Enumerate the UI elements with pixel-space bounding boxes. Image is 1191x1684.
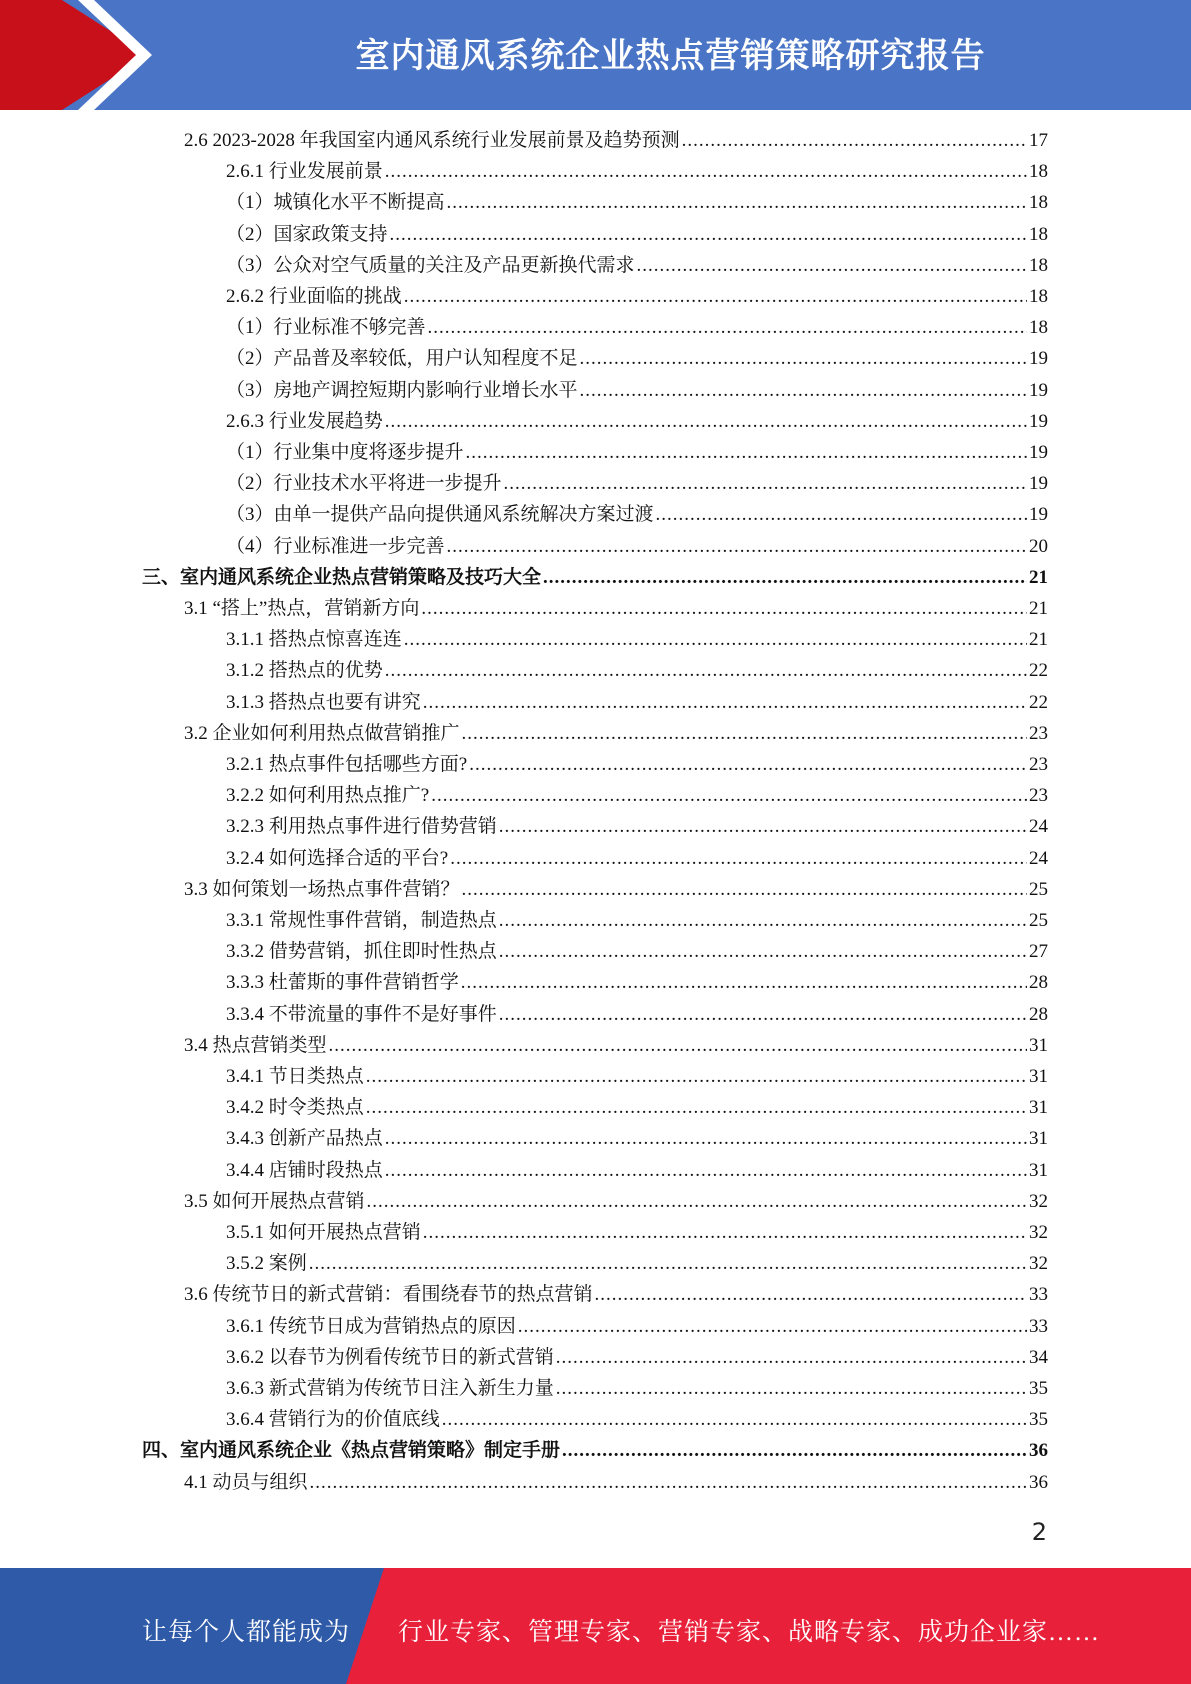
toc-dot-leader xyxy=(442,1405,1027,1435)
toc-entry-page: 18 xyxy=(1029,223,1048,245)
toc-entry-page: 31 xyxy=(1029,1128,1048,1150)
toc-entry-page: 31 xyxy=(1029,1097,1048,1119)
toc-entry-title: 3.6.2 以春节为例看传统节日的新式营销 xyxy=(226,1346,554,1368)
toc-entry-title: 2.6.3 行业发展趋势 xyxy=(226,410,383,432)
toc-entry-title: 3.3.3 杜蕾斯的事件营销哲学 xyxy=(226,972,459,994)
toc-entry-title: 3.2.2 如何利用热点推广? xyxy=(226,785,430,807)
toc-entry[interactable] xyxy=(184,1280,1048,1310)
toc-entry[interactable] xyxy=(226,656,1048,686)
toc-dot-leader xyxy=(309,1249,1027,1279)
toc-entry[interactable] xyxy=(226,1093,1048,1123)
toc-entry-page: 19 xyxy=(1029,442,1048,463)
toc-entry-title: （1）城镇化水平不断提高 xyxy=(226,192,445,214)
toc-entry-page: 33 xyxy=(1029,1284,1048,1306)
toc-dot-leader xyxy=(423,1218,1027,1248)
toc-entry-page: 23 xyxy=(1029,722,1048,744)
toc-entry-title: 3.3.2 借势营销，抓住即时性热点 xyxy=(226,941,497,963)
toc-entry[interactable] xyxy=(226,1374,1048,1404)
toc-entry[interactable] xyxy=(226,1000,1048,1030)
toc-entry[interactable] xyxy=(226,1062,1048,1092)
toc-entry-page: 21 xyxy=(1029,598,1048,619)
toc-dot-leader xyxy=(499,1000,1027,1030)
toc-entry-title: 3.1.3 搭热点也要有讲究 xyxy=(226,691,421,713)
toc-entry-page: 21 xyxy=(1029,566,1048,588)
toc-entry-page: 23 xyxy=(1029,785,1048,807)
toc-entry-page: 20 xyxy=(1029,535,1048,557)
toc-entry-page: 18 xyxy=(1029,254,1048,276)
toc-entry-page: 25 xyxy=(1029,878,1048,900)
toc-entry[interactable] xyxy=(226,688,1048,718)
toc-entry[interactable] xyxy=(226,407,1048,437)
toc-entry-title: 3.6 传统节日的新式营销：看围绕春节的热点营销 xyxy=(184,1284,593,1306)
toc-entry-title: 3.2.1 热点事件包括哪些方面? xyxy=(226,754,468,775)
toc-dot-leader xyxy=(329,1031,1027,1061)
toc-entry-title: （3）公众对空气质量的关注及产品更新换代需求 xyxy=(226,254,635,276)
toc-entry-page: 22 xyxy=(1029,660,1048,682)
toc-entry-title: （2）产品普及率较低，用户认知程度不足 xyxy=(226,348,578,370)
toc-entry-title: 2.6.1 行业发展前景 xyxy=(226,161,383,183)
toc-dot-leader xyxy=(431,781,1027,811)
toc-entry-title: （3）房地产调控短期内影响行业增长水平 xyxy=(226,379,578,401)
toc-entry-title: 3.6.1 传统节日成为营销热点的原因 xyxy=(226,1315,516,1337)
toc-entry[interactable] xyxy=(226,906,1048,936)
toc-entry-page: 18 xyxy=(1029,161,1048,183)
toc-dot-leader xyxy=(367,1187,1027,1217)
toc-dot-leader xyxy=(469,750,1027,780)
toc-entry[interactable] xyxy=(226,251,1048,281)
toc-dot-leader xyxy=(366,1093,1027,1123)
toc-entry-page: 36 xyxy=(1029,1440,1048,1462)
toc-entry-page: 28 xyxy=(1029,1003,1048,1025)
toc-entry-title: 3.3.4 不带流量的事件不是好事件 xyxy=(226,1003,497,1025)
toc-entry[interactable] xyxy=(226,438,1048,468)
toc-entry-title: （1）行业集中度将逐步提升 xyxy=(226,442,464,463)
toc-dot-leader xyxy=(461,968,1027,998)
toc-entry-page: 18 xyxy=(1029,286,1048,307)
toc-entry[interactable] xyxy=(184,875,1048,905)
toc-dot-leader xyxy=(580,344,1027,374)
toc-entry-title: 3.5.1 如何开展热点营销 xyxy=(226,1222,421,1243)
toc-entry-page: 19 xyxy=(1029,504,1048,526)
toc-dot-leader xyxy=(504,469,1027,499)
toc-entry[interactable] xyxy=(226,625,1048,655)
toc-dot-leader xyxy=(447,188,1027,218)
toc-entry-page: 31 xyxy=(1029,1159,1048,1181)
toc-dot-leader xyxy=(556,1374,1027,1404)
toc-entry-title: 3.1 “搭上”热点，营销新方向 xyxy=(184,598,420,619)
toc-dot-leader xyxy=(580,376,1027,406)
toc-entry-title: 3.4 热点营销类型 xyxy=(184,1034,327,1056)
toc-entry-title: （2）行业技术水平将进一步提升 xyxy=(226,473,502,495)
toc-dot-leader xyxy=(466,438,1027,468)
toc-entry-title: 3.2 企业如何利用热点做营销推广 xyxy=(184,722,460,744)
toc-entry[interactable] xyxy=(226,282,1048,312)
toc-entry-title: 3.4.3 创新产品热点 xyxy=(226,1128,383,1150)
toc-entry-title: 3.5 如何开展热点营销 xyxy=(184,1190,365,1212)
toc-entry-title: 3.4.4 店铺时段热点 xyxy=(226,1159,383,1181)
page-header xyxy=(0,0,1191,110)
toc-dot-leader xyxy=(637,251,1027,281)
toc-entry-page: 35 xyxy=(1029,1378,1048,1399)
toc-entry[interactable] xyxy=(226,1156,1048,1186)
toc-entry-title: 四、室内通风系统企业《热点营销策略》制定手册 xyxy=(142,1440,561,1462)
toc-entry[interactable] xyxy=(226,376,1048,406)
toc-entry-page: 31 xyxy=(1029,1034,1048,1056)
toc-dot-leader xyxy=(682,126,1027,156)
page-footer xyxy=(0,1568,1191,1684)
toc-entry[interactable] xyxy=(226,157,1048,187)
toc-entry-title: 2.6 2023-2028 年我国室内通风系统行业发展前景及趋势预测 xyxy=(184,130,680,151)
toc-entry-title: 3.5.2 案例 xyxy=(226,1253,307,1275)
toc-entry-title: 3.1.2 搭热点的优势 xyxy=(226,660,383,682)
toc-dot-leader xyxy=(404,282,1027,312)
toc-entry[interactable] xyxy=(226,1312,1048,1342)
toc-dot-leader xyxy=(562,1436,1027,1466)
toc-entry-page: 21 xyxy=(1029,629,1048,651)
toc-dot-leader xyxy=(385,1124,1027,1154)
toc-entry-page: 17 xyxy=(1029,130,1048,151)
toc-entry-page: 34 xyxy=(1029,1346,1048,1368)
page-number: 2 xyxy=(1031,1518,1047,1546)
toc-entry[interactable] xyxy=(184,594,1048,624)
toc-entry-title: 3.2.4 如何选择合适的平台? xyxy=(226,847,449,869)
toc-dot-leader xyxy=(385,656,1027,686)
toc-entry[interactable] xyxy=(226,532,1048,562)
report-title: 室内通风系统企业热点营销策略研究报告 xyxy=(355,36,986,76)
toc-entry-page: 36 xyxy=(1029,1471,1048,1493)
toc-dot-leader xyxy=(447,532,1027,562)
toc-entry[interactable] xyxy=(184,719,1048,749)
toc-dot-leader xyxy=(385,157,1027,187)
toc-entry[interactable] xyxy=(184,1031,1048,1061)
toc-entry[interactable] xyxy=(184,126,1048,156)
toc-entry[interactable] xyxy=(226,469,1048,499)
toc-entry-title: 4.1 动员与组织 xyxy=(184,1471,308,1493)
toc-entry-page: 32 xyxy=(1029,1190,1048,1212)
toc-entry[interactable] xyxy=(226,968,1048,998)
toc-entry-page: 23 xyxy=(1029,754,1048,775)
toc-dot-leader xyxy=(499,906,1027,936)
toc-entry-page: 22 xyxy=(1029,691,1048,713)
toc-entry-page: 24 xyxy=(1029,847,1048,869)
toc-entry[interactable] xyxy=(184,1187,1048,1217)
toc-entry[interactable] xyxy=(226,1343,1048,1373)
toc-entry-title: 3.6.3 新式营销为传统节日注入新生力量 xyxy=(226,1378,554,1399)
toc-entry-page: 18 xyxy=(1029,317,1048,339)
toc-dot-leader xyxy=(556,1343,1027,1373)
toc-dot-leader xyxy=(385,407,1027,437)
toc-dot-leader xyxy=(518,1312,1027,1342)
toc-entry-page: 31 xyxy=(1029,1066,1048,1087)
toc-entry-title: （2）国家政策支持 xyxy=(226,223,388,245)
toc-dot-leader xyxy=(366,1062,1027,1092)
toc-dot-leader xyxy=(428,313,1027,343)
toc-entry-title: （1）行业标准不够完善 xyxy=(226,317,426,339)
toc-entry[interactable] xyxy=(226,1405,1048,1435)
toc-entry-title: 3.4.2 时令类热点 xyxy=(226,1097,364,1119)
toc-entry[interactable] xyxy=(226,750,1048,780)
toc-entry-title: 2.6.2 行业面临的挑战 xyxy=(226,286,402,307)
toc-entry[interactable] xyxy=(226,1124,1048,1154)
toc-entry-title: 3.3 如何策划一场热点事件营销？ xyxy=(184,878,460,900)
toc-entry-title: 3.1.1 搭热点惊喜连连 xyxy=(226,629,402,651)
footer-slogan-left: 让每个人都能成为 xyxy=(142,1619,351,1646)
toc-entry[interactable] xyxy=(226,220,1048,250)
toc-dot-leader xyxy=(499,812,1027,842)
toc-dot-leader xyxy=(543,563,1027,593)
toc-entry[interactable] xyxy=(226,844,1048,874)
toc-entry[interactable] xyxy=(226,188,1048,218)
toc-dot-leader xyxy=(421,594,1027,624)
toc-entry-page: 18 xyxy=(1029,192,1048,214)
toc-entry[interactable] xyxy=(226,781,1048,811)
toc-entry-page: 25 xyxy=(1029,910,1048,931)
toc-dot-leader xyxy=(310,1468,1027,1498)
toc-entry-title: 3.2.3 利用热点事件进行借势营销 xyxy=(226,816,497,838)
toc-entry-page: 24 xyxy=(1029,816,1048,838)
toc-entry-page: 19 xyxy=(1029,410,1048,432)
toc-entry-page: 19 xyxy=(1029,379,1048,401)
toc-entry[interactable] xyxy=(142,1436,1048,1466)
toc-entry-page: 28 xyxy=(1029,972,1048,994)
toc-dot-leader xyxy=(499,937,1027,967)
toc-entry-title: 三、室内通风系统企业热点营销策略及技巧大全 xyxy=(142,566,542,588)
toc-entry-title: （3）由单一提供产品向提供通风系统解决方案过渡 xyxy=(226,504,654,526)
toc-entry-page: 35 xyxy=(1029,1409,1048,1431)
toc-entry[interactable] xyxy=(226,1218,1048,1248)
toc-entry-page: 32 xyxy=(1029,1253,1048,1275)
toc-dot-leader xyxy=(462,719,1027,749)
toc-entry-title: 3.6.4 营销行为的价值底线 xyxy=(226,1409,440,1431)
toc-entry[interactable] xyxy=(226,500,1048,530)
toc-entry-page: 19 xyxy=(1029,348,1048,370)
toc-entry-page: 32 xyxy=(1029,1222,1048,1243)
toc-entry[interactable] xyxy=(226,313,1048,343)
toc-dot-leader xyxy=(656,500,1027,530)
toc-entry-page: 27 xyxy=(1029,941,1048,963)
toc-entry[interactable] xyxy=(226,937,1048,967)
toc-dot-leader xyxy=(423,688,1027,718)
toc-dot-leader xyxy=(390,220,1027,250)
toc-dot-leader xyxy=(385,1156,1027,1186)
toc-dot-leader xyxy=(450,844,1027,874)
toc-entry[interactable] xyxy=(226,1249,1048,1279)
toc-entry-title: 3.4.1 节日类热点 xyxy=(226,1066,364,1087)
toc-entry-title: （4）行业标准进一步完善 xyxy=(226,535,445,557)
toc-entry[interactable] xyxy=(184,1468,1048,1498)
toc-entry[interactable] xyxy=(142,563,1048,593)
toc-entry[interactable] xyxy=(226,344,1048,374)
toc-entry[interactable] xyxy=(226,812,1048,842)
toc-entry-title: 3.3.1 常规性事件营销，制造热点 xyxy=(226,910,497,931)
footer-slogan-right: 行业专家、管理专家、营销专家、战略专家、成功企业家…… xyxy=(398,1619,1101,1646)
toc-entry-page: 33 xyxy=(1029,1315,1048,1337)
toc-dot-leader xyxy=(462,875,1027,905)
toc-dot-leader xyxy=(595,1280,1027,1310)
toc-dot-leader xyxy=(404,625,1027,655)
toc-entry-page: 19 xyxy=(1029,473,1048,495)
